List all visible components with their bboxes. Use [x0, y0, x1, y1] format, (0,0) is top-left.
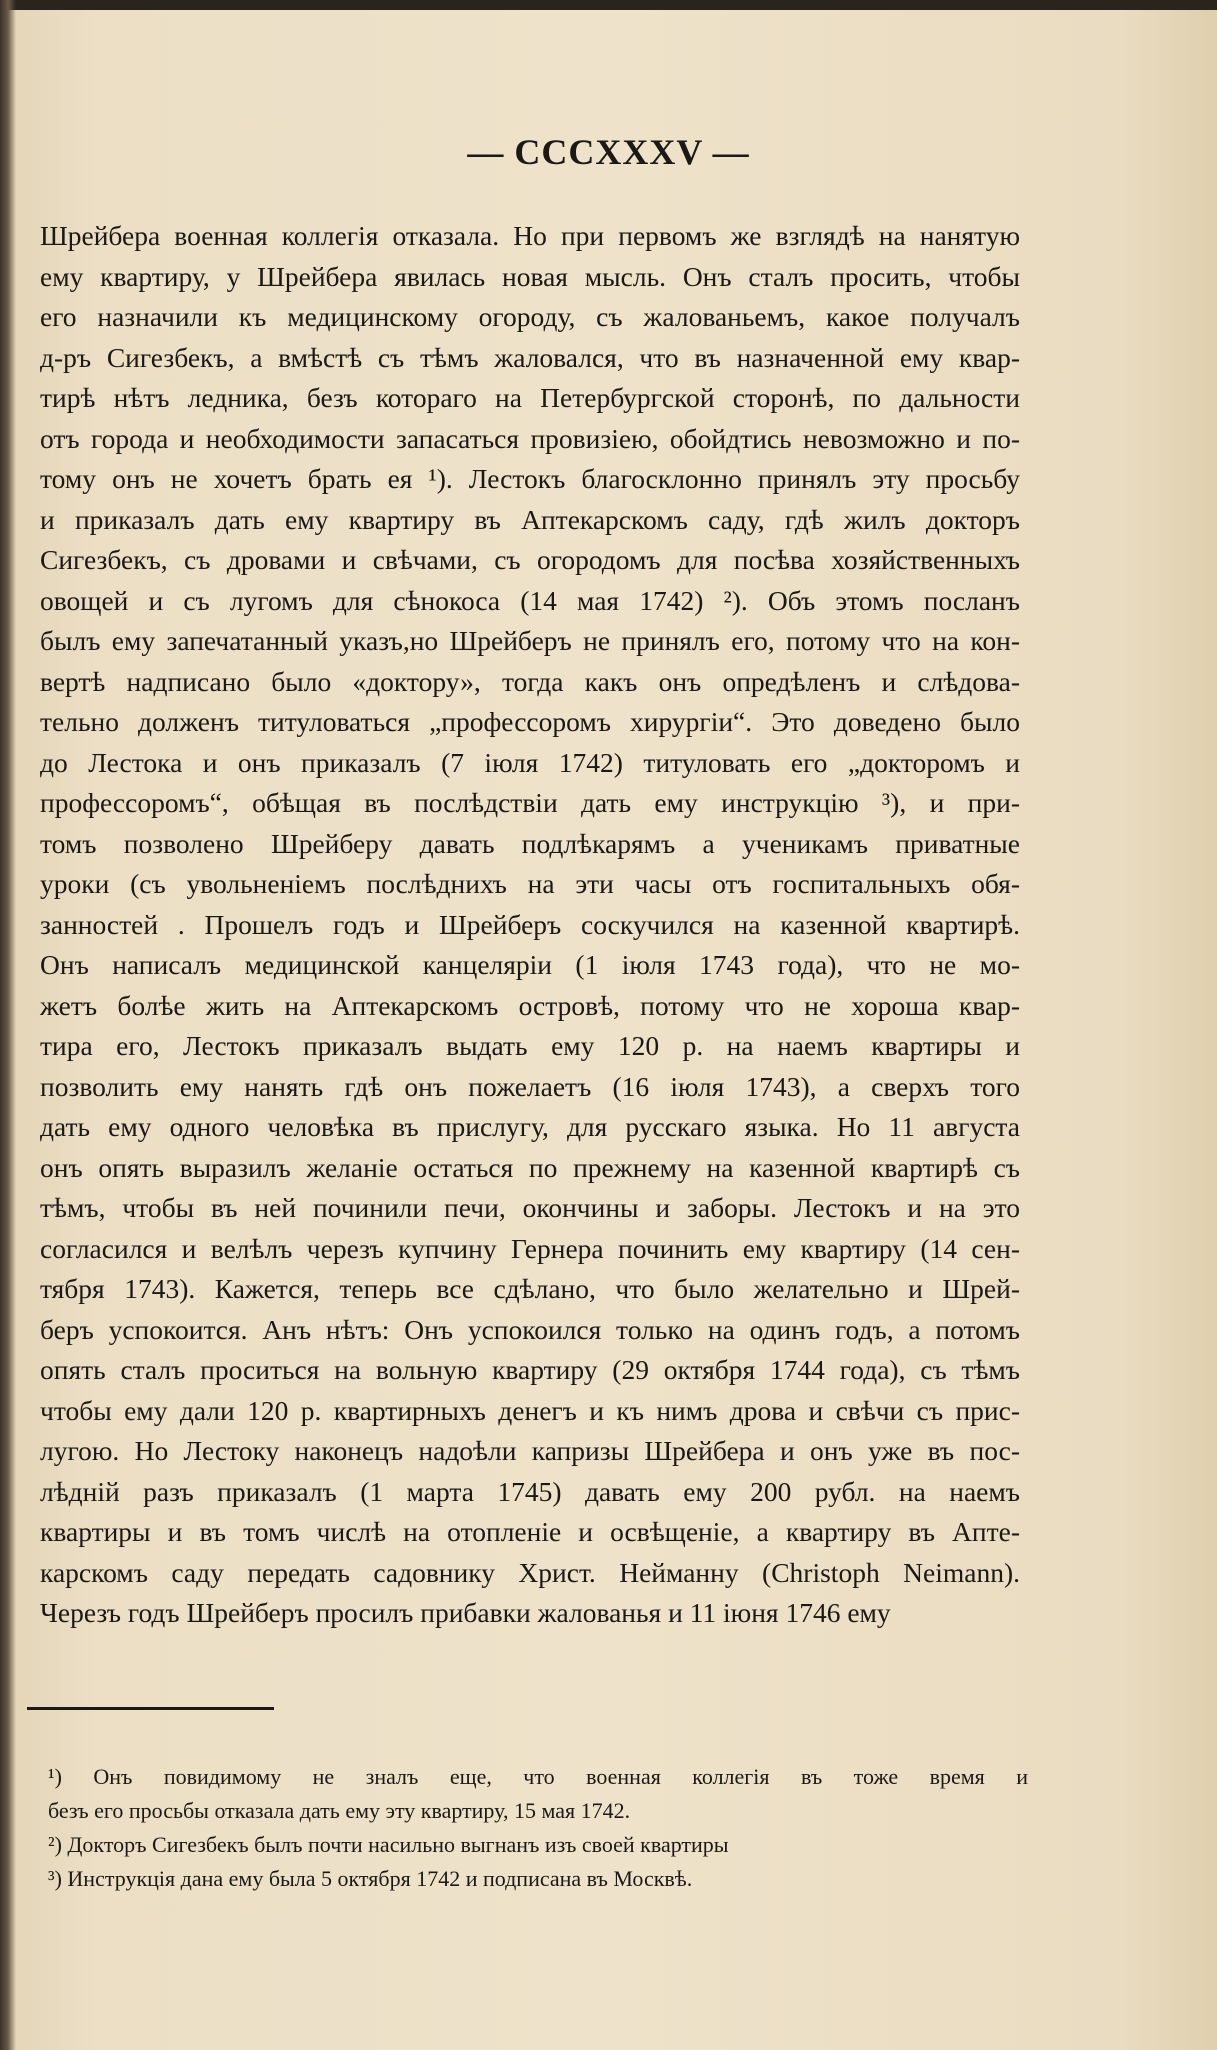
- text-line: дать ему одного человѣка въ прислугу, для русскаго языка. Но 11 августа: [40, 1111, 1020, 1142]
- scan-left-edge: [0, 0, 16, 2050]
- text-line: квартиры и въ томъ числѣ на отопленіе и освѣщеніе, а квартиру въ Апте-: [40, 1516, 1020, 1547]
- text-line: былъ ему запечатанный указъ,но Шрейберъ не принялъ его, потому что на кон-: [40, 625, 1020, 656]
- text-line: лугою. Но Лестоку наконецъ надоѣли капризы Шрейбера и онъ уже въ пос-: [40, 1435, 1020, 1466]
- text-line: уроки (съ увольненіемъ послѣднихъ на эти часы отъ госпитальныхъ обя-: [40, 868, 1020, 899]
- text-line: тира его, Лестокъ приказалъ выдать ему 120 р. на наемъ квартиры и: [40, 1030, 1020, 1061]
- scan-top-edge: [0, 0, 1217, 10]
- text-line: овощей и съ лугомъ для сѣнокоса (14 мая 1742) ²). Объ этомъ посланъ: [40, 584, 1020, 616]
- footnote-divider: [27, 1707, 274, 1710]
- text-line: тельно долженъ титуловаться „профессоромъ хирургіи“. Это доведено было: [40, 706, 1020, 737]
- text-line: чтобы ему дали 120 р. квартирныхъ денегъ и къ нимъ дрова и свѣчи съ прис-: [40, 1394, 1020, 1426]
- text-line: позволить ему нанять гдѣ онъ пожелаетъ (16 іюля 1743), а сверхъ того: [40, 1070, 1020, 1102]
- text-line: опять сталъ проситься на вольную квартиру (29 октября 1744 года), съ тѣмъ: [40, 1354, 1020, 1385]
- text-line: тября 1743). Кажется, теперь все сдѣлано, что было желательно и Шрей-: [40, 1273, 1020, 1304]
- text-line: Сигезбекъ, съ дровами и свѣчами, съ огородомъ для посѣва хозяйственныхъ: [40, 544, 1020, 575]
- text-line: томъ позволено Шрейберу давать подлѣкарямъ а ученикамъ приватные: [40, 827, 1020, 859]
- text-line: карскомъ саду передать садовнику Христ. Нейманну (Christoph Neimann).: [40, 1556, 1020, 1588]
- text-line: и приказалъ дать ему квартиру въ Аптекарскомъ саду, гдѣ жилъ докторъ: [40, 503, 1020, 535]
- main-text: [40, 216, 1020, 1634]
- footnote-line: ³) Инструкція дана ему была 5 октября 1742 и подписана въ Москвѣ.: [48, 1866, 693, 1891]
- text-line: вертѣ надписано было «доктору», тогда какъ онъ опредѣленъ и слѣдова-: [40, 665, 1020, 697]
- text-line: занностей . Прошелъ годъ и Шрейберъ соскучился на казенной квартирѣ.: [40, 908, 1020, 940]
- text-line: д-ръ Сигезбекъ, а вмѣстѣ съ тѣмъ жаловался, что въ назначенной ему квар-: [40, 341, 1020, 373]
- text-line: беръ успокоится. Анъ нѣтъ: Онъ успокоился только на одинъ годъ, а потомъ: [40, 1313, 1020, 1345]
- text-line: согласился и велѣлъ черезъ купчину Гернера починить ему квартиру (14 сен-: [40, 1232, 1020, 1264]
- footnote-line: ²) Докторъ Сигезбекъ былъ почти насильно выгнанъ изъ своей квартиры: [48, 1832, 729, 1857]
- text-line: тирѣ нѣтъ ледника, безъ котораго на Петербургской сторонѣ, по дальности: [40, 382, 1020, 413]
- text-line: Онъ написалъ медицинской канцеляріи (1 іюля 1743 года), что не мо-: [40, 949, 1020, 980]
- text-line: до Лестока и онъ приказалъ (7 іюля 1742) титуловать его „докторомъ и: [40, 746, 1020, 778]
- text-line: профессоромъ“, обѣщая въ послѣдствіи дать ему инструкцію ³), и при-: [40, 787, 1020, 818]
- text-line: лѣдній разъ приказалъ (1 марта 1745) давать ему 200 рубл. на наемъ: [40, 1475, 1020, 1507]
- text-line: Черезъ годъ Шрейберъ просилъ прибавки жалованья и 11 іюня 1746 ему: [40, 1597, 891, 1628]
- page-number-header: — CCCXXXV —: [467, 132, 750, 172]
- text-line: жетъ болѣе жить на Аптекарскомъ островѣ, потому что не хороша квар-: [40, 989, 1020, 1021]
- text-line: его назначили къ медицинскому огороду, съ жалованьемъ, какое получалъ: [40, 301, 1020, 332]
- footnotes: [48, 1760, 1028, 1896]
- text-line: Шрейбера военная коллегія отказала. Но при первомъ же взглядѣ на нанятую: [40, 220, 1020, 251]
- text-line: ему квартиру, у Шрейбера явилась новая мысль. Онъ сталъ просить, чтобы: [40, 260, 1020, 292]
- text-line: тѣмъ, чтобы въ ней починили печи, окончины и заборы. Лестокъ и на это: [40, 1192, 1020, 1223]
- footnote-line: безъ его просьбы отказала дать ему эту квартиру, 15 мая 1742.: [48, 1798, 631, 1823]
- text-line: тому онъ не хочетъ брать ея ¹). Лестокъ благосклонно принялъ эту просьбу: [40, 463, 1020, 494]
- text-line: онъ опять выразилъ желаніе остаться по прежнему на казенной квартирѣ съ: [40, 1151, 1020, 1183]
- text-line: отъ города и необходимости запасаться провизіею, обойдтись невозможно и по-: [40, 422, 1020, 454]
- footnote-line: ¹) Онъ повидимому не зналъ еще, что военная коллегія въ тоже время и: [48, 1764, 1028, 1789]
